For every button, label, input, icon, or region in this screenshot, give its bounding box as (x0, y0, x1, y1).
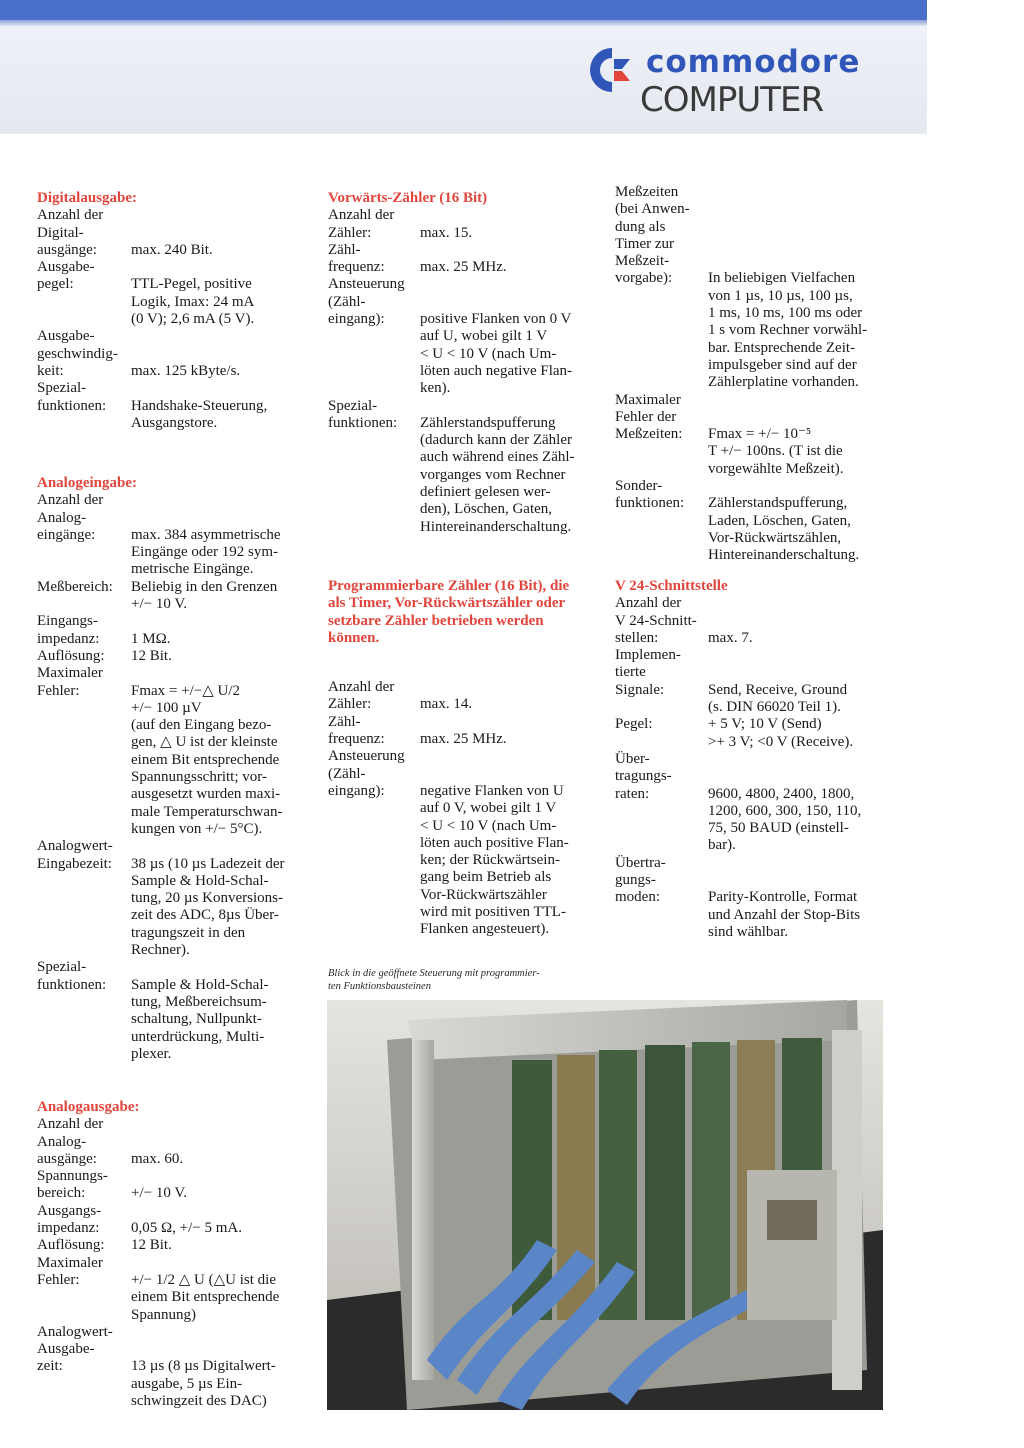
spec-value: max. 384 asymmetrische Eingänge oder 192 sym- metrische Eingänge. (131, 526, 281, 578)
spec-row (37, 1237, 312, 1254)
spec-value: 13 µs (8 µs Digitalwert- ausgabe, 5 µs Ein- schwingzeit des DAC) (131, 1358, 276, 1410)
spec-label: Anzahl der V 24-Schnitt- stellen: (615, 595, 697, 646)
spec-row (37, 1203, 312, 1238)
spec-row (615, 478, 890, 564)
brand-name: commodore (646, 44, 861, 80)
spec-row (615, 751, 890, 855)
spec-value: max. 25 MHz. (420, 259, 507, 276)
spec-value: 0,05 Ω, +/− 5 mA. (131, 1220, 242, 1237)
spec-value: Fmax = +/−△ U/2 +/− 100 µV (auf den Eingang bezo- gen, △ U ist der kleinste einem Bit entsprechende Spannungsschritt; vor- ausgesetzt wurden maxi- male Temperaturschwan- kungen von +/− 5°C). (131, 682, 283, 837)
spec-label: Spezial- funktionen: (328, 397, 398, 431)
spec-value: max. 7. (708, 629, 753, 646)
spec-label: Ansteuerung (Zähl- eingang): (328, 748, 405, 799)
spec-row (328, 679, 598, 714)
spec-label: Maximaler Fehler: (37, 1254, 103, 1288)
spec-row (328, 748, 598, 938)
spec-value: positive Flanken von 0 V auf U, wobei gilt 1 V < U < 10 V (nach Um- löten auch negative Flan- ken). (420, 311, 573, 397)
spec-label: Maximaler Fehler der Meßzeiten: (615, 391, 683, 443)
spec-row (37, 492, 312, 578)
spec-value: negative Flanken von U auf 0 V, wobei gilt 1 V < U < 10 V (nach Um- löten auch positive Flan- ken; der Rückwärtsein- gang beim Betrieb als Vor-Rückwärtszähler wird mit positiven TTL- Flanken angesteuert). (420, 782, 569, 938)
spec-label: Anzahl der Zähler: (328, 679, 395, 713)
spec-row (328, 276, 598, 397)
section-heading: Analogausgabe: (37, 1099, 140, 1115)
section-heading: Digitalausgabe: (37, 190, 138, 206)
spec-value: 38 µs (10 µs Ladezeit der Sample & Hold-Schal- tung, 20 µs Konversions- zeit des ADC, 8µs Über- tragungszeit in den Rechner). (131, 855, 285, 959)
spec-label: Analogwert- Ausgabe- zeit: (37, 1323, 113, 1375)
spec-label: Anzahl der Analog- ausgänge: (37, 1116, 104, 1167)
section-analogausgabe (37, 1099, 312, 1410)
spec-row (615, 595, 890, 647)
spec-row (37, 328, 307, 380)
section-v24 (615, 578, 890, 941)
spec-label: Auflösung: (37, 1237, 105, 1254)
photo-caption: Blick in die geöffnete Steuerung mit programmier- ten Funktionsbausteinen (328, 968, 540, 992)
spec-value: max. 125 kByte/s. (131, 362, 241, 379)
spec-row (615, 647, 890, 716)
spec-label: Über- tragungs- raten: (615, 750, 672, 802)
spec-value: max. 15. (420, 224, 473, 241)
spec-label: Ansteuerung (Zähl- eingang): (328, 276, 405, 328)
spec-value: +/− 1/2 △ U (△U ist die einem Bit entsprechende Spannung) (131, 1271, 280, 1323)
spec-value: Handshake-Steuerung, Ausgangstore. (131, 397, 268, 431)
spec-row (37, 259, 307, 328)
spec-value: Send, Receive, Ground (s. DIN 66020 Teil 1). (708, 681, 848, 716)
spec-row (37, 380, 307, 432)
spec-value: Parity-Kontrolle, Format und Anzahl der Stop-Bits sind wählbar. (708, 889, 861, 940)
spec-label: Spezial- funktionen: (37, 380, 107, 414)
spec-row (615, 184, 890, 392)
spec-label: Pegel: (615, 716, 653, 733)
brand-logo (586, 44, 886, 124)
spec-label: Implemen- tierte Signale: (615, 647, 681, 698)
section-heading: Analogeingabe: (37, 475, 138, 491)
spec-row (37, 648, 312, 665)
spec-label: Ausgabe- pegel: (37, 259, 95, 293)
spec-label: Sonder- funktionen: (615, 478, 685, 512)
spec-value: max. 14. (420, 696, 473, 713)
spec-label: Ausgabe- geschwindig- keit: (37, 328, 118, 379)
spec-label: Ausgangs- impedanz: (37, 1202, 102, 1237)
section-digitalausgabe (37, 190, 307, 432)
spec-value: max. 60. (131, 1150, 184, 1167)
spec-row (37, 1116, 312, 1168)
spec-value: Beliebig in den Grenzen +/− 10 V. (131, 578, 278, 613)
commodore-icon (586, 44, 638, 96)
spec-row (328, 714, 598, 749)
brand-subtitle: COMPUTER (640, 80, 824, 120)
spec-value: +/− 10 V. (131, 1185, 187, 1202)
spec-label: Anzahl der Zähler: (328, 207, 395, 241)
spec-row (328, 207, 598, 242)
circuit-rack-photo (327, 1000, 883, 1410)
spec-value: Fmax = +/− 10⁻⁵ T +/− 100ns. (T ist die vorgewählte Meßzeit). (708, 426, 844, 477)
spec-row (615, 855, 890, 941)
spec-value: 12 Bit. (131, 647, 172, 664)
spec-value: max. 25 MHz. (420, 731, 507, 748)
spec-label: Spezial- funktionen: (37, 959, 107, 993)
spec-label: Zähl- frequenz: (328, 713, 385, 748)
spec-label: Zähl- frequenz: (328, 241, 385, 276)
spec-value: Zählerstandspufferung, Laden, Löschen, Gaten, Vor-Rückwärtszählen, Hintereinanderschaltung. (708, 495, 860, 564)
spec-row (615, 392, 890, 478)
spec-row (37, 579, 312, 614)
spec-row (37, 613, 312, 648)
spec-row (328, 398, 598, 536)
spec-row (37, 1255, 312, 1324)
spec-row (37, 959, 312, 1063)
spec-value: max. 240 Bit. (131, 241, 213, 258)
section-vorwaerts-zaehler (328, 190, 598, 536)
spec-row (328, 242, 598, 277)
spec-row (615, 716, 890, 751)
spec-row (37, 1168, 312, 1203)
spec-label: Spannungs- bereich: (37, 1168, 108, 1202)
spec-row (37, 207, 307, 259)
spec-value: TTL-Pegel, positive Logik, Imax: 24 mA (0 V); 2,6 mA (5 V). (131, 276, 255, 328)
section-messzeiten (615, 184, 890, 565)
spec-label: Meßbereich: (37, 578, 113, 595)
spec-label: Auflösung: (37, 647, 105, 664)
spec-label: Eingangs- impedanz: (37, 613, 100, 647)
spec-label: Meßzeiten (bei Anwen- dung als Timer zur Meßzeit- vorgabe): (615, 184, 690, 287)
section-analogeingabe (37, 475, 312, 1063)
spec-row (37, 1324, 312, 1410)
spec-row (37, 838, 312, 959)
spec-value: 12 Bit. (131, 1237, 172, 1254)
spec-label: Übertra- gungs- moden: (615, 854, 666, 906)
spec-value: 1 MΩ. (131, 630, 171, 647)
section-heading: V 24-Schnittstelle (615, 578, 728, 594)
top-color-band (0, 0, 927, 20)
section-heading: Programmierbare Zähler (16 Bit), die als Timer, Vor-Rückwärtszähler oder setzbare Zähler betrieben werden können. (328, 578, 570, 646)
spec-value: 9600, 4800, 2400, 1800, 1200, 600, 300, 150, 110, 75, 50 BAUD (einstell- bar). (708, 785, 862, 854)
circuit-rack-icon (327, 1000, 883, 1410)
spec-label: Analogwert- Eingabezeit: (37, 838, 113, 872)
spec-value: Zählerstandspufferung (dadurch kann der Zähler auch während eines Zähl- vorganges vom Rechner definiert gelesen wer- den), Löschen, Gaten, Hintereinanderschaltung. (420, 414, 575, 535)
spec-value: In beliebigen Vielfachen von 1 µs, 10 µs, 100 µs, 1 ms, 10 ms, 100 ms oder 1 s vom Rechner vorwähl- bar. Entsprechende Zeit- impulsgeber sind auf der Zählerplatine vorhanden. (708, 270, 868, 391)
spec-label: Anzahl der Analog- eingänge: (37, 492, 104, 543)
section-programmierbare-zaehler (328, 578, 598, 939)
spec-value: + 5 V; 10 V (Send) >+ 3 V; <0 V (Receive). (708, 716, 854, 750)
section-heading: Vorwärts-Zähler (16 Bit) (328, 190, 488, 206)
spec-row (37, 665, 312, 838)
spec-label: Maximaler Fehler: (37, 665, 103, 699)
spec-label: Anzahl der Digital- ausgänge: (37, 207, 104, 258)
spec-value: Sample & Hold-Schal- tung, Meßbereichsum- schaltung, Nullpunkt- unterdrückung, Multi- plexer. (131, 976, 269, 1062)
